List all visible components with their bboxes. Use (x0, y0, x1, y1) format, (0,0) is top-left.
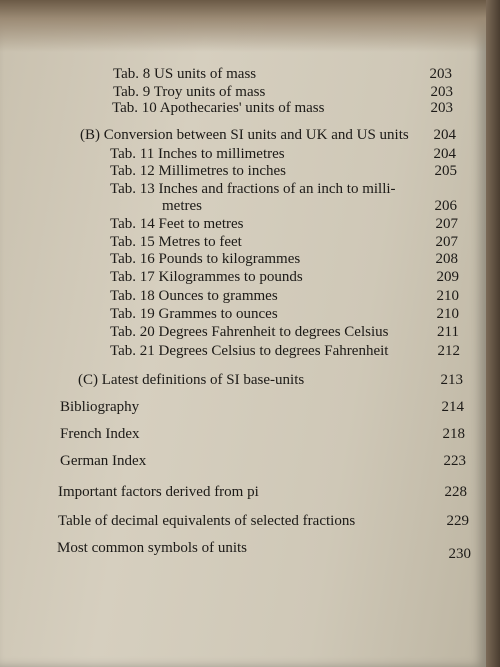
toc-entry-page: 218 (442, 426, 465, 442)
toc-entry-page: 203 (430, 84, 453, 100)
toc-entry-page: 209 (436, 269, 459, 285)
toc-entry (0, 66, 486, 86)
toc-entry-page: 208 (435, 251, 458, 267)
toc-entry (0, 100, 486, 120)
toc-entry (0, 269, 486, 289)
toc-entry (0, 216, 486, 236)
toc-entry-text: Most common symbols of units (57, 540, 248, 556)
toc-entry-text: Tab. 13 Inches and fractions of an inch to milli- (110, 181, 396, 197)
toc-entry (0, 399, 486, 419)
toc-entry-text: metres (162, 198, 202, 214)
toc-entry (0, 324, 486, 344)
toc-entry-text: Tab. 10 Apothecaries' units of mass (112, 100, 325, 116)
toc-entry-text: Tab. 11 Inches to millimetres (110, 146, 285, 162)
toc-entry (0, 163, 486, 183)
toc-entry-page: 230 (448, 546, 471, 562)
toc-entry-text: Tab. 15 Metres to feet (110, 234, 242, 250)
toc-entry (0, 540, 486, 560)
toc-entry-page: 203 (429, 66, 452, 82)
toc-entry-page: 210 (436, 288, 459, 304)
toc-entry-text: Tab. 9 Troy units of mass (113, 84, 266, 100)
toc-entry-text: Tab. 8 US units of mass (113, 66, 257, 82)
toc-entry (0, 288, 486, 308)
toc-entry-text: Tab. 19 Grammes to ounces (110, 306, 278, 322)
toc-entry-text: Important factors derived from pi (58, 484, 259, 500)
toc-entry-page: 203 (430, 100, 453, 116)
toc-section-heading (0, 127, 486, 147)
toc-entry-text: (B) Conversion between SI units and UK and US units (80, 127, 409, 143)
toc-entry-page: 223 (443, 453, 466, 469)
toc-entry-page: 207 (435, 216, 458, 232)
toc-entry-continuation (0, 198, 486, 218)
toc-entry (0, 343, 486, 363)
book-spine-edge (486, 0, 500, 667)
toc-entry-text: Bibliography (60, 399, 140, 415)
toc-entry-text: Tab. 21 Degrees Celsius to degrees Fahrenheit (110, 343, 389, 359)
toc-entry-page: 211 (437, 324, 459, 340)
toc-entry-page: 212 (437, 343, 460, 359)
toc-entry-page: 213 (440, 372, 463, 388)
toc-entry (0, 453, 486, 473)
toc-entry-page: 205 (434, 163, 457, 179)
toc-entry (0, 484, 486, 504)
toc-entry (0, 251, 486, 271)
toc-entry-text: German Index (60, 453, 147, 469)
toc-entry-page: 207 (435, 234, 458, 250)
toc-entry-text: Table of decimal equivalents of selected fractions (58, 513, 356, 529)
toc-entry-page: 229 (446, 513, 469, 529)
toc-entry-page: 210 (436, 306, 459, 322)
toc-entry-text: Tab. 12 Millimetres to inches (110, 163, 287, 179)
toc-section-heading (0, 372, 486, 392)
toc-entry (0, 426, 486, 446)
toc-entry-text: Tab. 14 Feet to metres (110, 216, 244, 232)
toc-entry-page: 228 (444, 484, 467, 500)
toc-entry-page: 204 (433, 127, 456, 143)
toc-entry-page: 206 (434, 198, 457, 214)
toc-entry-text: French Index (60, 426, 140, 442)
toc-entry-text: Tab. 20 Degrees Fahrenheit to degrees Celsius (110, 324, 389, 340)
toc-entry-text: Tab. 16 Pounds to kilogrammes (110, 251, 301, 267)
toc-entry-page: 214 (441, 399, 464, 415)
toc-entry-page: 204 (433, 146, 456, 162)
toc-entry-text: (C) Latest definitions of SI base-units (78, 372, 305, 388)
toc-entry (0, 513, 486, 533)
toc-entry-text: Tab. 17 Kilogrammes to pounds (110, 269, 303, 285)
page-top-shadow (0, 0, 500, 52)
toc-entry (0, 306, 486, 326)
toc-entry-text: Tab. 18 Ounces to grammes (110, 288, 278, 304)
